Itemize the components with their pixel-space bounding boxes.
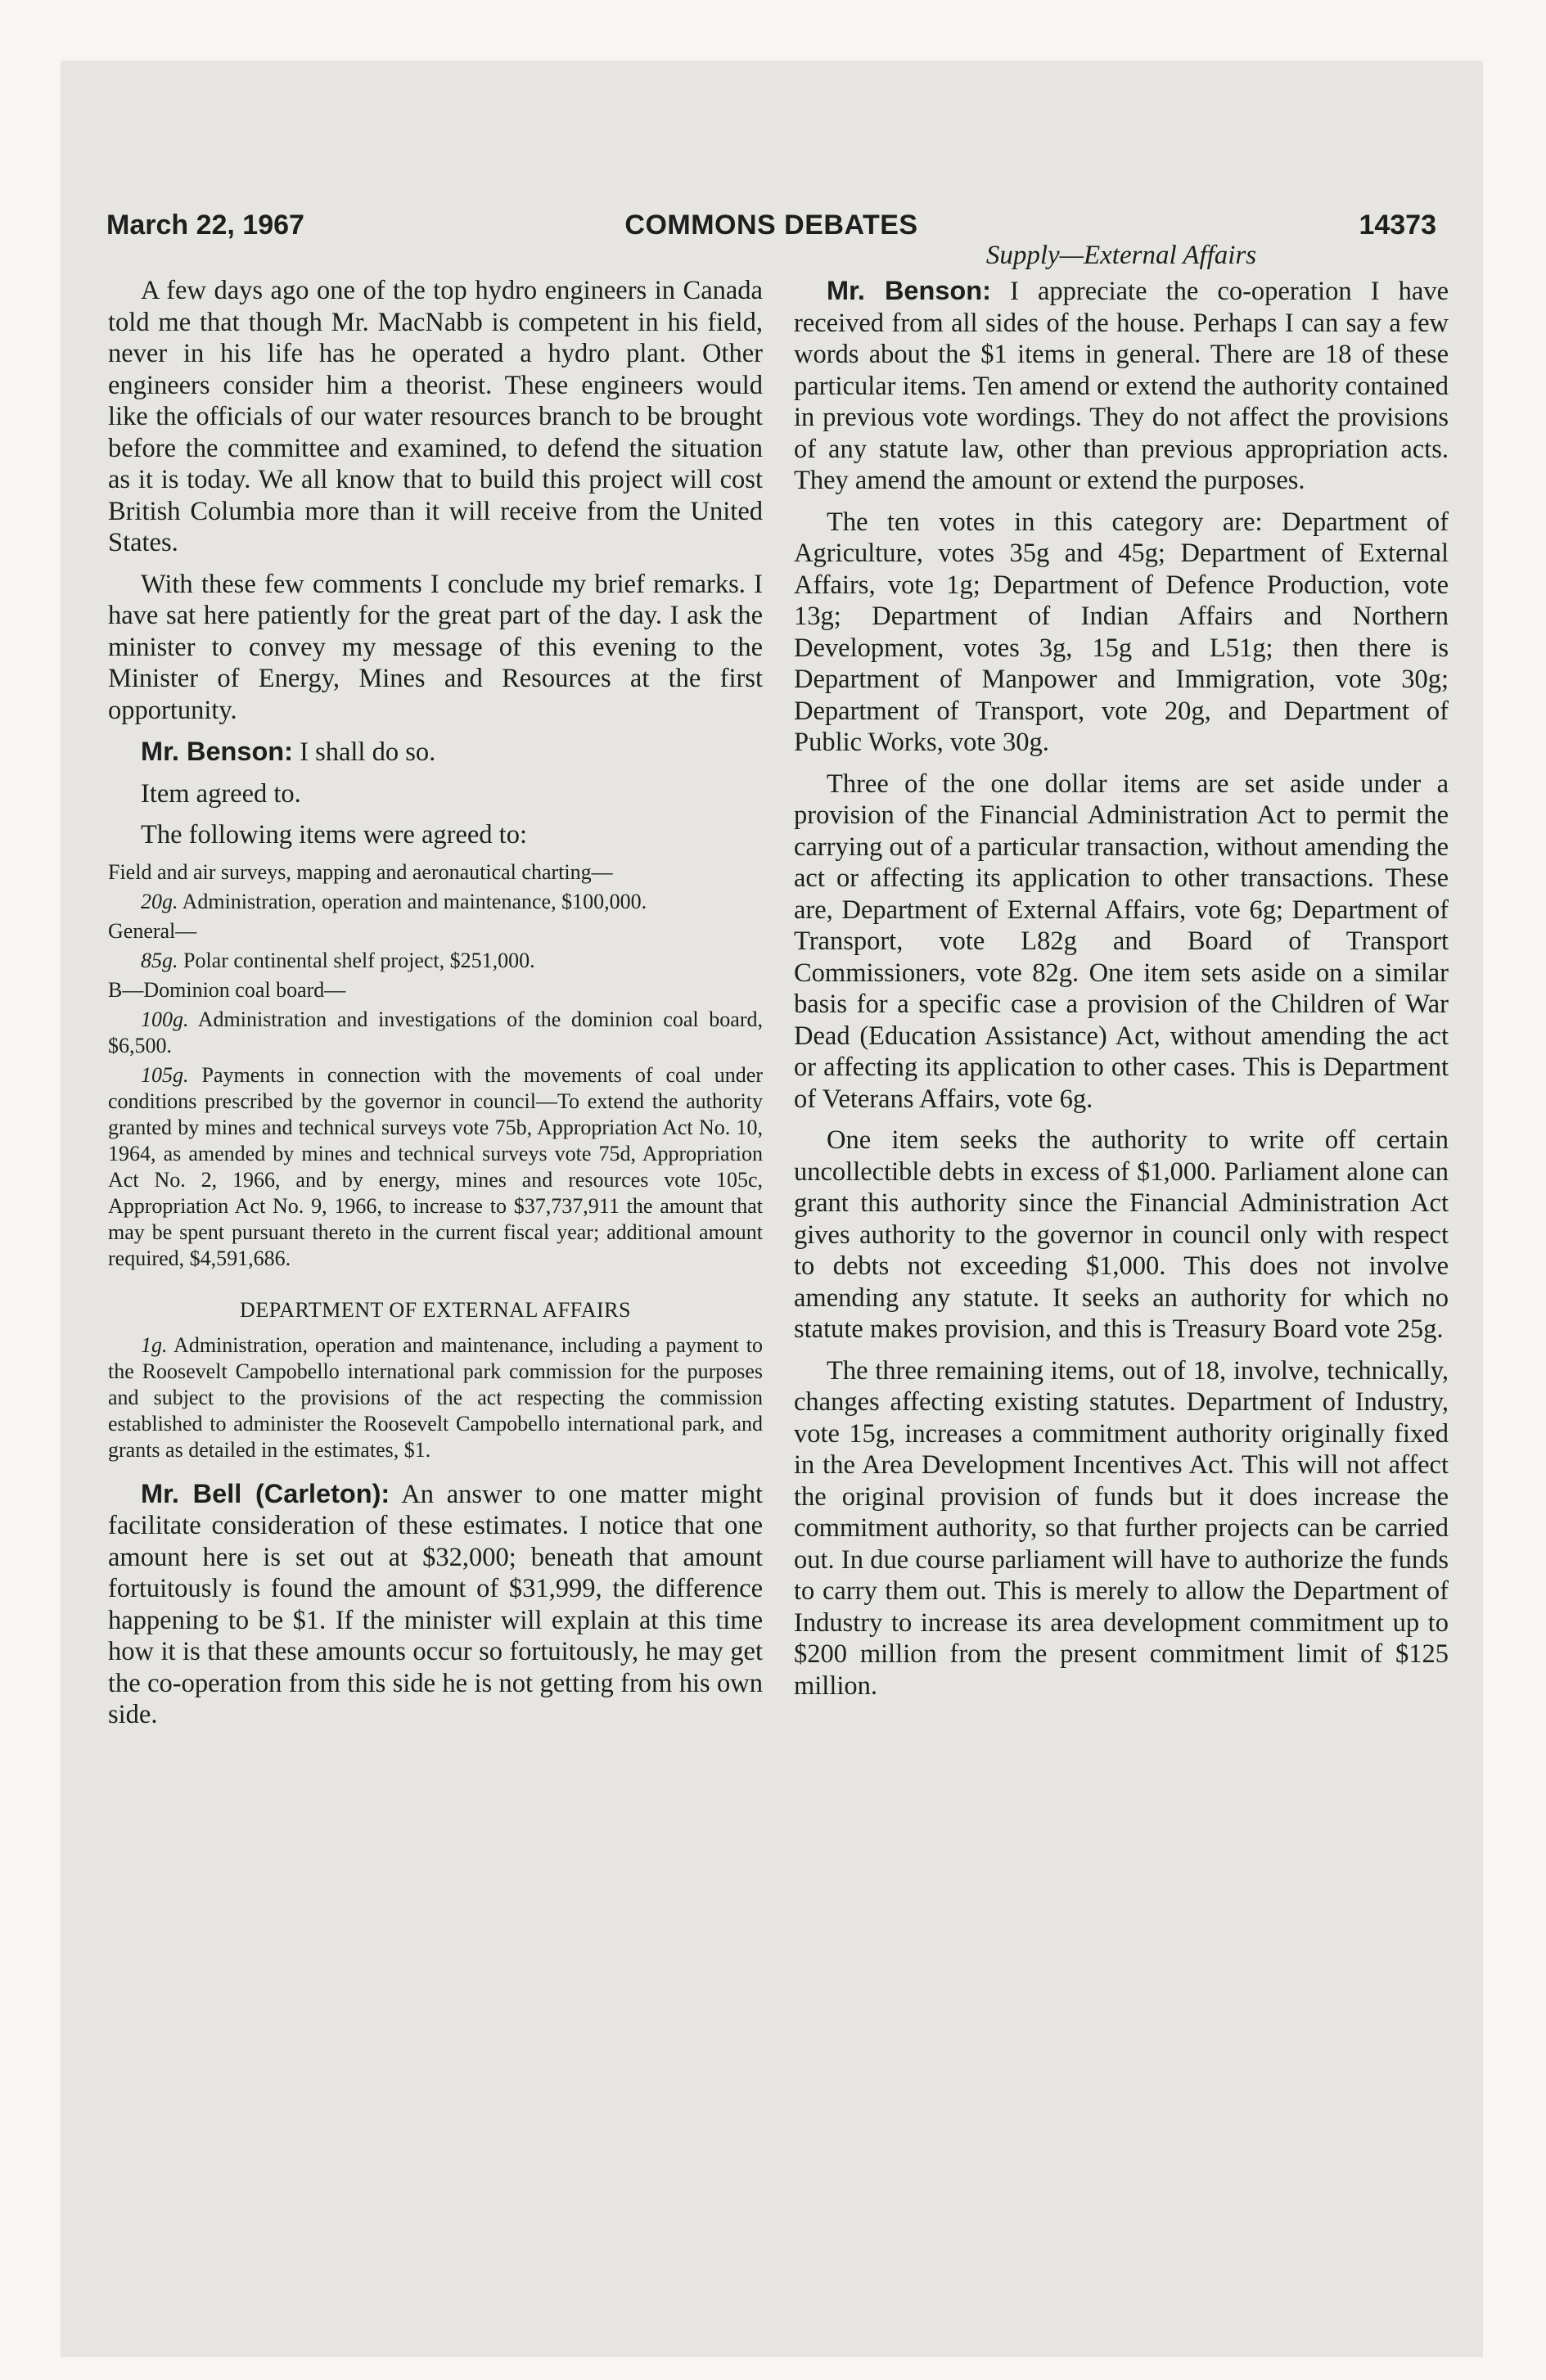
speech-text: An answer to one matter might facilitate consideration of these estimates. I notice that one amount here is set out at $32,000; beneath that amount fortuitously is found the amount of $31,999, the difference happening to be $1. If the minister will explain at this time how it is that these amounts occur so fortuitously, he may get the co-operation from this side he is not getting from his own side. (108, 1479, 763, 1729)
speaker-name: Mr. Benson: (827, 276, 991, 305)
paragraph: A few days ago one of the top hydro engineers in Canada told me that though Mr. MacNabb is competent in his field, never in his life has he operated a hydro plant. Other engineers consider him a theorist. These engineers would like the officials of our water resources branch to be brought before the committee and examined, to defend the situation as it is today. We all know that to build this project will cost British Columbia more than it will receive from the United States. (108, 276, 763, 557)
speech-text: I appreciate the co-operation I have received from all sides of the house. Perhaps I can say a few words about the $1 items in general. There are 18 of these particular items. Ten amend or extend the authority contained in previous vote wordings. They do not affect the provisions of any statute law, other than previous appropriation acts. They amend the amount or extend the purposes. (794, 277, 1449, 495)
item-heading: B—Dominion coal board— (108, 977, 346, 1002)
paragraph: Three of the one dollar items are set aside under a provision of the Financial Administration Act to permit the carrying out of a particular transaction, without amending the act or affecting its application to other transactions. These are, Department of External Affairs, vote 6g; Department of Transport, vote L82g and Board of Transport Commissioners, vote 82g. One item sets aside on a similar basis for a specific case a provision of the Children of War Dead (Education Assistance) Act, without amending the act or affecting its application to other cases. This is Department of Veterans Affairs, vote 6g. (794, 769, 1449, 1114)
vote-item (108, 889, 763, 915)
department-heading: DEPARTMENT OF EXTERNAL AFFAIRS (240, 1297, 631, 1322)
vote-item (108, 948, 763, 974)
speaker-name: Mr. Bell (Carleton): (141, 1478, 390, 1508)
paragraph: The three remaining items, out of 18, involve, technically, changes affecting existing statutes. Department of Industry, vote 15g, increases a commitment authority originally fixed in the Area Development Incentives Act. This will not affect the original provision of funds but it does increase the commitment authority, so that further projects can be carried out. In due course parliament will have to authorize the funds to carry them out. This is merely to allow the Department of Industry to increase its area development commitment up to $200 million from the present commitment limit of $125 million. (794, 1355, 1449, 1701)
vote-text: Administration, operation and maintenance, including a payment to the Roosevelt Campobello international park commission for the purposes and subject to the provisions of the act respecting the commission established to administer the Roosevelt Campobello international park, and grants as detailed in the estimates, $1. (108, 1332, 763, 1462)
paragraph: One item seeks the authority to write off certain uncollectible debts in excess of $1,000. Parliament alone can grant this authority since the Financial Administration Act gives authority to the governor in council only with respect to debts not exceeding $1,000. This does not involve amending any statute. It seeks an authority for which no statute makes provision, and this is Treasury Board vote 25g. (794, 1125, 1449, 1344)
vote-item (108, 1332, 763, 1463)
speech-benson (108, 736, 763, 769)
vote-number: 105g. (141, 1062, 189, 1087)
header-title: COMMONS DEBATES (624, 210, 918, 241)
speech-bell (108, 1478, 763, 1731)
paragraph: With these few comments I conclude my brief remarks. I have sat here patiently for the great part of the day. I ask the minister to convey my message of this evening to the Minister of Energy, Mines and Resources at the first opportunity. (108, 569, 763, 725)
speech-text: I shall do so. (293, 737, 436, 767)
vote-item (108, 1062, 763, 1272)
vote-text: Administration, operation and maintenance, $100,000. (178, 889, 647, 913)
vote-text: Polar continental shelf project, $251,000. (178, 948, 535, 972)
header-subject: Supply—External Affairs (985, 241, 1257, 270)
speech-benson-reply (794, 275, 1449, 497)
vote-number: 85g. (141, 948, 178, 972)
vote-text: Administration and investigations of the dominion coal board, $6,500. (108, 1007, 763, 1057)
vote-number: 1g. (141, 1332, 168, 1357)
item-agreed: Item agreed to. (141, 778, 301, 809)
header-page-number: 14373 (1359, 210, 1436, 241)
vote-item (108, 1007, 763, 1059)
left-column (108, 275, 763, 1731)
item-heading: General— (108, 918, 197, 943)
following-items-heading: The following items were agreed to: (141, 820, 527, 850)
paragraph: The ten votes in this category are: Department of Agriculture, votes 35g and 45g; Department of External Affairs, vote 1g; Department of Defence Production, vote 13g; Department of Indian Affairs and Northern Development, votes 3g, 15g and L51g; then there is Department of Manpower and Immigration, vote 30g; Department of Transport, vote 20g, and Department of Public Works, vote 30g. (794, 507, 1449, 757)
vote-text: Payments in connection with the movements of coal under conditions prescribed by the governor in council—To extend the authority granted by mines and technical surveys vote 75b, Appropriation Act No. 10, 1964, as amended by mines and technical surveys vote 75d, Appropriation Act No. 2, 1966, and by energy, mines and resources vote 105c, Appropriation Act No. 9, 1966, to increase to $37,737,911 the amount that may be spent pursuant thereto in the current fiscal year; additional amount required, $4,591,686. (108, 1062, 763, 1270)
item-heading: Field and air surveys, mapping and aeronautical charting— (108, 859, 613, 884)
vote-number: 20g. (141, 889, 178, 913)
header-date: March 22, 1967 (106, 210, 304, 241)
right-column (794, 241, 1449, 1702)
speaker-name: Mr. Benson: (141, 737, 293, 766)
estimates-items (108, 859, 763, 1463)
vote-number: 100g. (141, 1007, 189, 1031)
